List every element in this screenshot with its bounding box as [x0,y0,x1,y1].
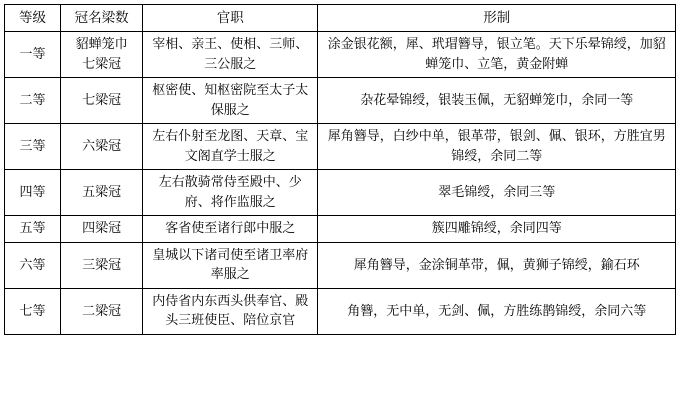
table-row [5,170,676,216]
cell-form: 杂花晕锦绶，银装玉佩，无貂蝉笼巾，余同一等 [318,78,676,124]
cell-form: 簇四雕锦绶，余同四等 [318,216,676,243]
cell-form: 犀角簪导，白纱中单，银革带，银剑、佩、银环，方胜宜男锦绶，余同二等 [318,124,676,170]
cell-office: 左右散骑常侍至殿中、少府、将作监服之 [143,170,318,216]
column-header-crown: 冠名梁数 [61,5,143,32]
table-header-row [5,5,676,32]
column-header-rank: 等级 [5,5,61,32]
table-row [5,78,676,124]
cell-rank: 二等 [5,78,61,124]
cell-crown: 六梁冠 [61,124,143,170]
cell-form: 翠毛锦绶，余同三等 [318,170,676,216]
cell-form: 犀角簪导，金涂铜革带，佩，黄狮子锦绶，鍮石环 [318,242,676,288]
cell-office: 皇城以下诸司使至诸卫率府率服之 [143,242,318,288]
table-row [5,32,676,78]
cell-crown: 二梁冠 [61,288,143,334]
cell-rank: 三等 [5,124,61,170]
column-header-form: 形制 [318,5,676,32]
cell-form: 涂金银花额，犀、玳瑁簪导，银立笔。天下乐晕锦绶，加貂蝉笼巾、立笔，黄金附蝉 [318,32,676,78]
cell-office: 客省使至诸行郎中服之 [143,216,318,243]
cell-crown: 四梁冠 [61,216,143,243]
cell-office: 宰相、亲王、使相、三师、三公服之 [143,32,318,78]
column-header-office: 官职 [143,5,318,32]
cell-crown: 三梁冠 [61,242,143,288]
table-row [5,124,676,170]
cell-form: 角簪，无中单，无剑、佩，方胜练鹊锦绶，余同六等 [318,288,676,334]
rank-table [4,4,676,335]
cell-office: 枢密使、知枢密院至太子太保服之 [143,78,318,124]
table-row [5,216,676,243]
table-body [5,32,676,335]
cell-office: 内侍省内东西头供奉官、殿头三班使臣、陪位京官 [143,288,318,334]
cell-crown: 七梁冠 [61,78,143,124]
cell-crown: 五梁冠 [61,170,143,216]
cell-rank: 五等 [5,216,61,243]
cell-rank: 一等 [5,32,61,78]
cell-rank: 四等 [5,170,61,216]
cell-rank: 六等 [5,242,61,288]
cell-office: 左右仆射至龙图、天章、宝文阁直学士服之 [143,124,318,170]
table-row [5,288,676,334]
table-row [5,242,676,288]
cell-rank: 七等 [5,288,61,334]
cell-crown: 貂蝉笼巾 七梁冠 [61,32,143,78]
